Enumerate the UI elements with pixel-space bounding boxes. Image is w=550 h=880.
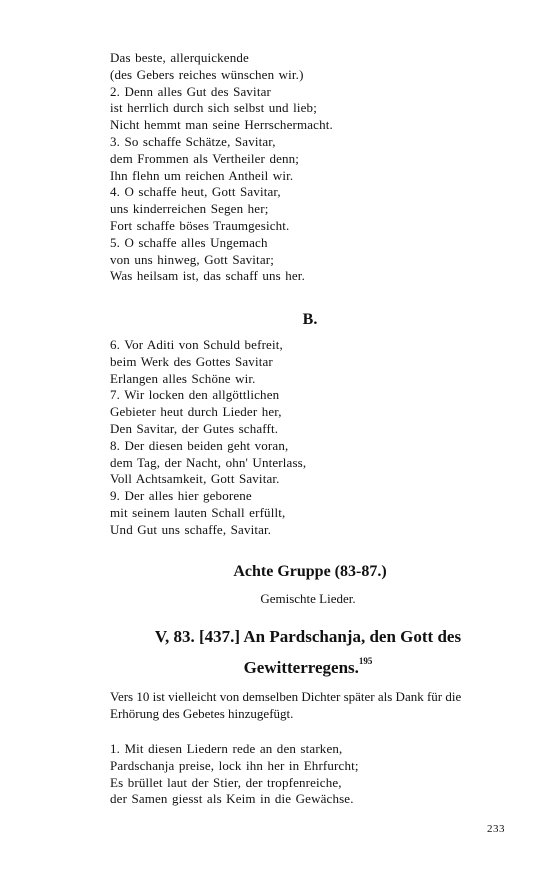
- verse-line: 2. Denn alles Gut des Savitar: [110, 83, 271, 99]
- verse-block-b: [110, 337, 306, 539]
- hymn-title-line-1: V, 83. [437.] An Pardschanja, den Gott des: [154, 627, 462, 646]
- verse-line: 6. Vor Aditi von Schuld befreit,: [110, 337, 283, 352]
- verse-line: ist herrlich durch sich selbst und lieb;: [110, 100, 317, 116]
- verse-line: 5. O schaffe alles Ungemach: [110, 234, 268, 250]
- page-number: 233: [487, 823, 505, 835]
- group-heading: Achte Gruppe (83-87.): [233, 563, 387, 580]
- section-heading-b: B.: [302, 311, 318, 328]
- verse-line: Was heilsam ist, das schaff uns her.: [110, 268, 305, 284]
- hymn-title-text: Gewitterregens.: [243, 658, 359, 677]
- verse-line: dem Tag, der Nacht, ohn' Unterlass,: [110, 454, 307, 470]
- group-subtitle: Gemischte Lieder.: [260, 591, 356, 606]
- verse-line: Das beste, allerquickende: [110, 50, 249, 65]
- verse-line: der Samen giesst als Keim in die Gewächse.: [110, 791, 354, 807]
- hymn-verse-block: [110, 741, 359, 808]
- verse-line: 3. So schaffe Schätze, Savitar,: [110, 133, 276, 149]
- verse-line: Und Gut uns schaffe, Savitar.: [110, 521, 272, 537]
- footnote-reference[interactable]: 195: [358, 656, 373, 666]
- verse-line: 7. Wir locken den allgöttlichen: [110, 387, 280, 403]
- verse-line: 4. O schaffe heut, Gott Savitar,: [110, 184, 281, 200]
- verse-line: von uns hinweg, Gott Savitar;: [110, 251, 274, 267]
- verse-line: Nicht hemmt man seine Herrschermacht.: [110, 117, 333, 133]
- verse-line: Es brüllet laut der Stier, der tropfenreiche,: [110, 774, 342, 790]
- hymn-introduction: Vers 10 ist vielleicht von demselben Dichter später als Dank für die Erhörung des Gebetes hinzugefügt.: [110, 689, 462, 721]
- verse-line: Fort schaffe böses Traumgesicht.: [110, 217, 290, 233]
- verse-line: Ihn flehn um reichen Antheil wir.: [110, 167, 294, 183]
- verse-line: (des Gebers reiches wünschen wir.): [110, 66, 304, 82]
- verse-line: 1. Mit diesen Liedern rede an den starken,: [110, 741, 343, 756]
- verse-line: Pardschanja preise, lock ihn her in Ehrfurcht;: [110, 757, 359, 773]
- verse-line: Gebieter heut durch Lieder her,: [110, 404, 282, 420]
- verse-line: 9. Der alles hier geborene: [110, 488, 252, 504]
- verse-line: Voll Achtsamkeit, Gott Savitar.: [110, 471, 280, 487]
- verse-line: uns kinderreichen Segen her;: [110, 201, 269, 217]
- verse-line: Erlangen alles Schöne wir.: [110, 370, 256, 386]
- verse-block-a: [110, 50, 333, 285]
- verse-line: Den Savitar, der Gutes schafft.: [110, 420, 279, 436]
- verse-line: dem Frommen als Vertheiler denn;: [110, 150, 300, 166]
- hymn-title-line-2: [0, 658, 550, 678]
- verse-line: mit seinem lauten Schall erfüllt,: [110, 504, 286, 520]
- verse-line: 8. Der diesen beiden geht voran,: [110, 437, 289, 453]
- verse-line: beim Werk des Gottes Savitar: [110, 353, 273, 369]
